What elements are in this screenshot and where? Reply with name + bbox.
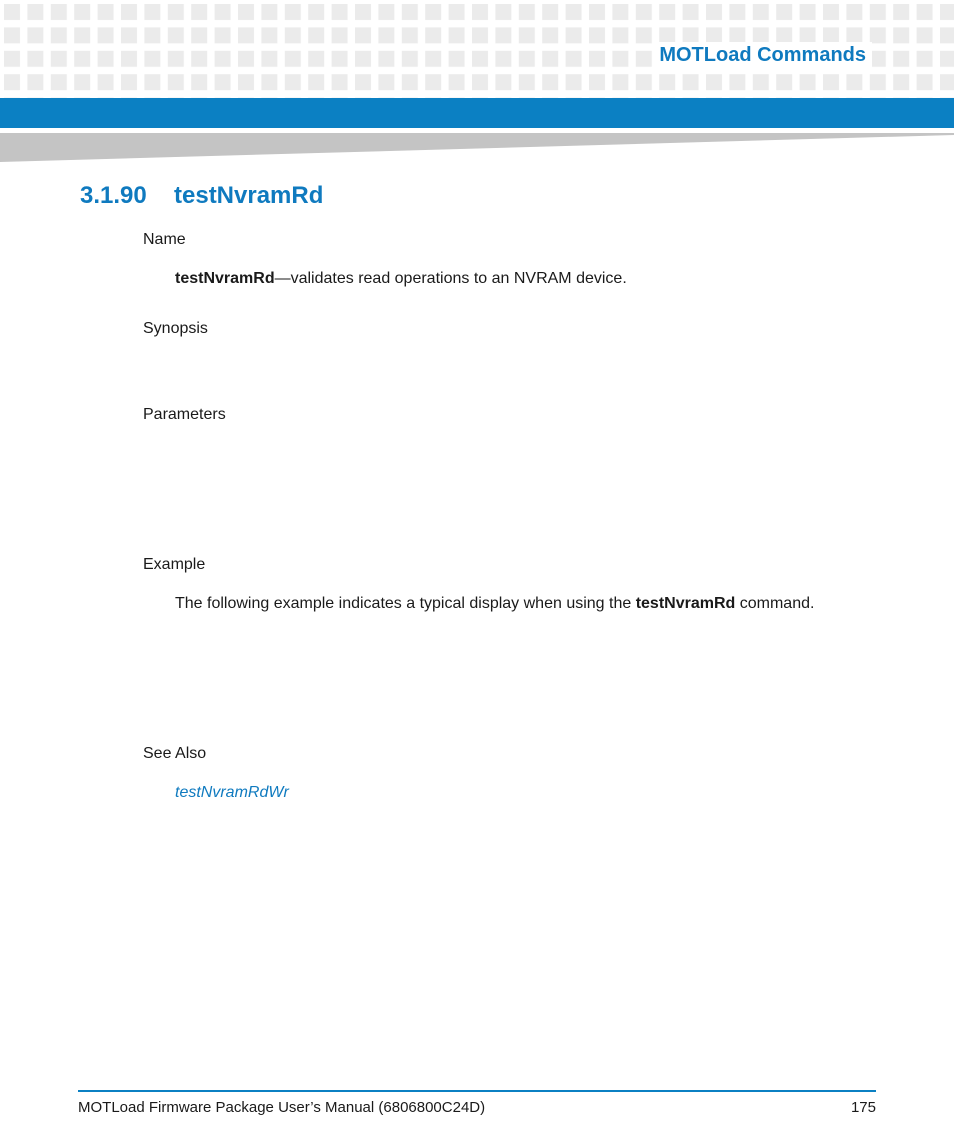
running-header-title: MOTLoad Commands	[653, 42, 872, 69]
example-text-before: The following example indicates a typical display when using the	[175, 595, 636, 612]
header-grey-wedge	[0, 130, 954, 164]
footer-rule	[78, 1090, 876, 1092]
example-text-after: command.	[735, 595, 815, 612]
name-description	[175, 270, 627, 288]
header-blue-band	[0, 98, 954, 128]
see-also-link[interactable]: testNvramRdWr	[175, 784, 289, 801]
name-description-text: —validates read operations to an NVRAM device.	[274, 270, 627, 287]
section-heading	[80, 182, 323, 210]
see-also-label: See Also	[143, 745, 207, 762]
footer-page-number: 175	[850, 1099, 876, 1116]
footer-manual-title: MOTLoad Firmware Package User’s Manual (6806800C24D)	[78, 1099, 486, 1116]
parameters-label: Parameters	[143, 406, 226, 423]
example-command: testNvramRd	[635, 595, 736, 612]
example-text	[175, 595, 814, 613]
synopsis-label: Synopsis	[143, 320, 208, 337]
name-command: testNvramRd	[175, 270, 275, 287]
name-label: Name	[143, 231, 186, 248]
example-label: Example	[143, 556, 206, 573]
section-title: testNvramRd	[174, 182, 324, 209]
section-number: 3.1.90	[80, 182, 147, 209]
